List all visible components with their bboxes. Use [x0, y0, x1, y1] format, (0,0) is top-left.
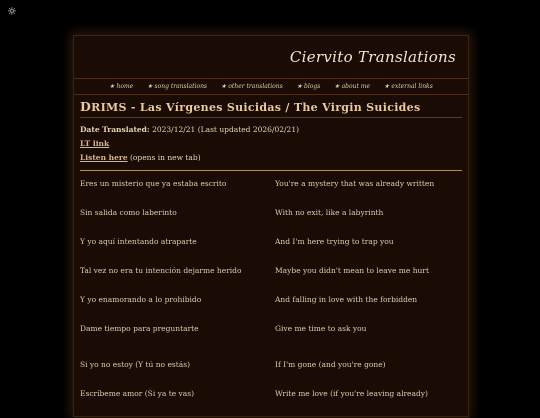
date-translated [80, 124, 462, 136]
main-content [74, 95, 468, 418]
lyric-english: With no exit, like a labyrinth [275, 208, 384, 217]
lyric-spanish: Eres un misterio que ya estaba escrito [80, 179, 227, 188]
lyric-row [80, 208, 462, 237]
nav-other-translations[interactable]: ★ other translations [221, 83, 283, 90]
lyric-row [80, 179, 462, 208]
lyric-spanish: Y yo enamorando a lo prohibido [80, 295, 202, 304]
nav-song-translations[interactable]: ★ song translations [147, 83, 208, 90]
lyric-row [80, 266, 462, 295]
listen-note: (opens in new tab) [127, 153, 201, 162]
date-value: 2023/12/21 (Last updated 2026/02/21) [149, 125, 300, 134]
lyric-english: Write me love (if you're leaving already) [275, 389, 428, 398]
site-header [74, 36, 468, 79]
lyric-row [80, 360, 462, 389]
song-title [80, 99, 462, 118]
nav-blogs[interactable]: ★ blogs [296, 83, 321, 90]
site-title[interactable]: Ciervito Translations [289, 48, 456, 66]
page-container [73, 35, 469, 417]
lyric-row [80, 295, 462, 324]
lyrics-table [80, 179, 462, 418]
lt-link[interactable]: LT link [80, 139, 110, 148]
nav-about-me[interactable]: ★ about me [334, 83, 371, 90]
lyric-spanish: Sin salida como laberinto [80, 208, 177, 217]
lyric-row [80, 237, 462, 266]
lyric-english: And I'm here trying to trap you [275, 237, 394, 246]
song-title-text: RIMS - Las Vírgenes Suicidas / The Virgin Suicides [91, 101, 421, 114]
lyric-english: Maybe you didn't mean to leave me hurt [275, 266, 429, 275]
lyric-english: If I'm gone (and you're gone) [275, 360, 386, 369]
lyric-row [80, 324, 462, 353]
theme-toggle-sun-icon[interactable]: ☼ [7, 5, 17, 18]
song-title-initial: D [80, 99, 92, 114]
lyric-spanish: Y yo aquí intentando atraparte [80, 237, 197, 246]
lyrics-divider [80, 170, 462, 171]
lyric-spanish: Tal vez no era tu intención dejarme herido [80, 266, 242, 275]
lyric-spanish: Dame tiempo para preguntarte [80, 324, 199, 333]
date-label: Date Translated: [80, 125, 150, 134]
lyric-spanish: Si yo no estoy (Y tú no estás) [80, 360, 190, 369]
lyric-english: You're a mystery that was already written [275, 179, 435, 188]
lyric-spanish: Escríbeme amor (Si ya te vas) [80, 389, 195, 398]
nav-external-links[interactable]: ★ external links [384, 83, 433, 90]
lyric-row [80, 389, 462, 418]
stanza-spacer [80, 353, 462, 360]
lyric-english: Give me time to ask you [275, 324, 367, 333]
lyric-english: And falling in love with the forbidden [275, 295, 418, 304]
nav-home[interactable]: ★ home [109, 83, 134, 90]
lt-link-row [80, 138, 462, 150]
main-nav [74, 79, 468, 95]
listen-row [80, 152, 462, 164]
listen-here-link[interactable]: Listen here [80, 153, 128, 162]
